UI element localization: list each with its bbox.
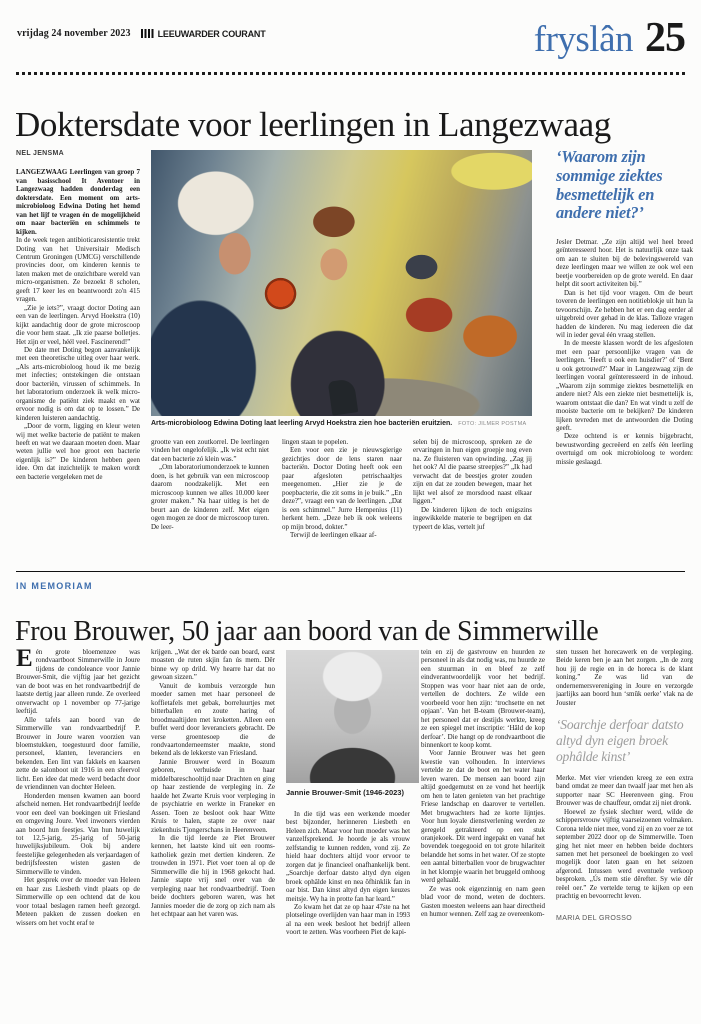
article2-column3-text	[286, 810, 410, 937]
article2-column4-text	[421, 648, 545, 919]
page-number: 25	[645, 15, 685, 61]
page-header-left	[17, 28, 266, 39]
body-paragraph: Merke. Met vier vrienden kreeg ze een extra band omdat ze meer dan twaalf jaar met hen als supporter naar SC Heerenveen ging. Frou Brouwer was de chauffeur, omdat zij niet dronk.	[556, 773, 693, 808]
article2-column2-text	[151, 648, 275, 919]
body-paragraph: Vanuit de kombuis verzorgde hun moeder samen met haar personeel de koffietafels met gebak, borreluurtjes met bitterballen en zoute haring of broodmaaltijden met kroketten. Alleen een buffet werd door leveranciers gebracht. De verse groentesoep die de rondvaartonderneemster maakte, stond bekend als de lekkerste van Friesland.	[151, 681, 275, 758]
body-paragraph: lingen staan te popelen.	[282, 438, 349, 446]
article1-column2	[151, 438, 269, 568]
body-paragraph: De date met Doting begon aanvankelijk met een theoretische uitleg over haar werk. „Als arts-microbioloog houd ik me bezig met infecties; ontstekingen die ontstaan door bacteriën, virussen of schimmels. In het laboratorium onderzoek ik welk micro-organisme de patiënt ziek maakt en wat ervoor nodig is om dat op te lossen.” De kinderen luisteren aandachtig.	[16, 345, 140, 422]
body-paragraph: In de week tegen antibioticaresistentie trekt Doting van het Universitair Medisch Centrum Groningen (UMCG) verschillende provincies door, om kinderen kennis te laten maken met de onzichtbare wereld van micro-organismen. Ze bezoekt 8 scholen, geeft 17 keer les en beantwoordt zo'n 415 vragen.	[16, 236, 140, 304]
article1-column5	[556, 238, 693, 564]
article2-headline: Frou Brouwer, 50 jaar aan boord van de Simmerwille	[15, 616, 599, 648]
body-paragraph: Alle tafels aan boord van de Simmerwille van rondvaartbedrijf P. Brouwer in Joure waren voorzien van bloemstukken, toegestuurd door familie, personeel, klanten, leveranciers en bekenden. Een lint van fakkels en kaarsen zette de salonboot uit 1916 in een sfeervol licht. Een idee dat mede werd bedacht door de vriendinnen van dochter Heleen.	[16, 715, 140, 792]
microscope-shape	[328, 378, 358, 415]
body-paragraph: sten tussen het horecawerk en de verpleging. Beide keren ben je aan het zorgen. „In de zorg hou jij de regie en in de horeca is de klant koning.” Ze was lid van de ondernemersvereniging in Joure en verzorgde jaarlijks aan boord hun ‘smûk oerke’ vlak na de Jouster	[556, 648, 693, 707]
article1-column1-text	[16, 236, 140, 481]
article1-byline: NEL JENSMA	[16, 150, 64, 157]
article2-column3	[286, 810, 410, 1002]
body-paragraph: „Om laboratoriumonderzoek te kunnen doen, is het gebruik van een microscoop daarom noodzakelijk. Met een microscoop kunnen we alles 10.000 keer groter maken.” Na haar uitleg is het de beurt aan de kinderen zelf. Met eigen ogen mogen ze door de microscoop turen. De leer-	[151, 463, 269, 531]
edition-date: vrijdag 24 november 2023	[17, 28, 131, 39]
masthead-title: LEEUWARDER COURANT	[157, 28, 266, 39]
body-paragraph: Deze ochtend is er kennis bijgebracht, bewustwording gecreëerd en zelfs één leerling overtuigd om ook microbioloog te worden: missie geslaagd.	[556, 432, 693, 466]
article1-column5-text	[556, 238, 693, 466]
section-name: fryslân	[533, 19, 633, 60]
article2-kicker: IN MEMORIAM	[16, 581, 93, 591]
article-divider-rule	[16, 571, 685, 572]
body-paragraph: selen bij de microscoop, spreken ze de ervaringen in hun eigen groepje nog even na. Ze fluisteren van opwinding. „Zag jij het ook? Al die paarse streepjes?” „Ik had verwacht dat de beestjes groter zouden zijn en dat ze zouden bewegen, maar het lijkt wel alsof ze morsdood naast elkaar liggen.”	[413, 438, 532, 506]
body-paragraph: Een voor een zie je nieuwsgierige gezichtjes door de lens staren naar bacteriën. Doctor Doting heeft ook een paar afgesloten petrischaaltjes meegenomen. „Hier zie je de poepbacterie, die zit soms in je buik.” „En deze?”, vraagt een van de leerlingen. „Dat is een schimmel.” Jurre Hempenius (11) herkent hem. „Deze heb ik ook weleens op mijn brood, dokter.”	[282, 446, 402, 531]
article2-column4	[421, 648, 545, 1000]
article2-photo-caption: Jannie Brouwer-Smit (1946-2023)	[286, 788, 404, 797]
body-paragraph: Ze was ook eigenzinnig en nam geen blad voor de mond, weten de dochters. Gasten moesten weleens aan haar directheid en humor wennen. Zelf zag ze overeenkom-	[421, 884, 545, 919]
body-paragraph: Voor Jannie Brouwer was het geen kwestie van volhouden. In interviews vertelde ze dat de boot en het water haar leven waren. De mensen aan boord zijn altijd goedgemutst en ze vond het heerlijk om hen te laten genieten van het prachtige Friese landschap en daarover te vertellen. Met brugwachters had ze korte lijntjes. Voor hun loyale dienstverlening werden ze geregeld getrakteerd op een stuk oranjekoek. Dit werd ingepakt en vanaf het bovendek toegegooid en tot grote hilariteit belandde het soms in het water. Of ze stopte een aantal bitterballen voor de brugwachter in het klompje waarin het bruggeld omhoog werd gehaald.	[421, 749, 545, 885]
body-paragraph: In die tijd was een werkende moeder best bijzonder, herinneren Liesbeth en Heleen zich. Maar voor hun moeder was het vanzelfsprekend. Je hoorde je als vrouw zelfstandig te kunnen redden, vond zij. Ze hield haar dochters altijd voor ervoor te zorgen dat je financieel onafhankelijk bent. „Soarchje derfoar datsto altyd dyn eigen broek ophâlde kinst en nea ôfhinklik fan in oar bist. Dan kinst altyd dyn eigen keuzes meitsje. Wy ha in protte fan har leard.”	[286, 810, 410, 903]
dotted-divider	[16, 72, 685, 75]
article1-headline: Doktersdate voor leerlingen in Langezwaag	[15, 105, 611, 145]
photo-credit: FOTO: JILMER POSTMA	[458, 421, 527, 427]
caption-text: Arts-microbioloog Edwina Doting laat leerling Arvyd Hoekstra zien hoe bacteriën eruitzien.	[151, 420, 453, 427]
article2-author: MARIA DEL GROSSO	[556, 914, 633, 922]
article1-photo-caption	[151, 420, 532, 427]
body-paragraph: „Zie je iets?”, vraagt doctor Doting aan een van de leerlingen. Arvyd Hoekstra (10) kijkt aandachtig door de grote microscoop die voor hem staat. „Ik zie paarse bolletjes. Het zijn er veel, héél veel. Fascinerend!”	[16, 303, 140, 346]
article2-photo	[286, 650, 419, 783]
article2-column1-text	[16, 716, 140, 927]
article2-column1	[16, 648, 140, 1000]
body-paragraph: In die tijd leerde ze Piet Brouwer kennen, het laatste kind uit een rooms-katholiek gezin met dertien kinderen. Ze trouwden in 1971. Piet voer toen al op de Simmerwille die hij in 1968 gekocht had. Jannie stapte vrij snel over van de verpleging naar het rondvaartbedrijf. Toen beide dochters geboren waren, was het Jannies moeder die de zorg op zich nam als het echtpaar aan het varen was.	[151, 833, 275, 919]
article1-pull-quote: ‘Waarom zijn sommige ziektes besmettelijk en andere niet?’	[556, 147, 663, 223]
body-paragraph: krijgen. „Wat der ek barde oan board, earst moasten de ruten skjin fan ús mem. Dêr binne wy op drild. Wy hearre har dat no gewoan sizzen.”	[151, 648, 275, 682]
body-paragraph: Jannie Brouwer werd in Boazum geboren, verhuisde in haar middelbareschooltijd naar Drachten en ging op haar zestiende de verpleging in. Ze haalde het Zwarte Kruis voor verpleging in de psychiatrie en werkte in Franeker en Assen. Toen ze besloot ook haar Witte Kruis te halen, stapte ze over naar ziekenhuis Tjongerschans in Heerenveen.	[151, 757, 275, 834]
drop-cap: E	[16, 648, 33, 672]
body-paragraph: Zo kwam het dat ze op haar 47ste na het plotselinge overlijden van haar man in 1993 al na een week besloot het bedrijf alleen voort te zetten. Was voorheen Piet de kapi-	[286, 902, 410, 937]
body-paragraph: De kinderen lijken de toch enigszins ingewikkelde materie te begrijpen en dat typeert de klas, vertelt juf	[413, 505, 532, 531]
article2-lead-paragraph	[16, 648, 140, 716]
body-paragraph: „Door de vorm, ligging en kleur weten wij met welke bacterie de patiënt te maken heeft en wat we daaraan moeten doen. Maar weten jullie wel hoe groot een bacterie eigenlijk is?” De kinderen hebben geen idee. Om dat inzichtelijk te maken wordt een bacterie vergeleken met de	[16, 422, 140, 481]
body-paragraph: Het gesprek over de moeder van Heleen en haar zus Liesbeth vindt plaats op de Simmerwille op een ochtend dat de kou voor totaal beslagen ramen heeft gezorgd. Meteen pakken de zussen doeken en wissers om het vocht eraf te	[16, 876, 140, 927]
article1-column4-text	[413, 438, 532, 531]
page-header-right	[534, 14, 685, 62]
article2-column5-text-a	[556, 648, 693, 707]
article1-intro: LANGEZWAAG Leerlingen van groep 7 van basisschool It Aventoer in Langezwaag hadden donderdag een doktersdate. Een moment om arts-microbioloog Edwina Doting het hemd van het lijf te vragen én de mogelijkheid om naar bacteriën en schimmels te kijken.	[16, 168, 140, 236]
article2-column2	[151, 648, 275, 1000]
article1-photo	[151, 150, 532, 416]
body-paragraph: Honderden mensen kwamen aan boord afscheid nemen. Het rondvaartbedrijf leefde voor een deel van boekingen uit Friesland en omgeving Joure. Veel inwoners vierden aan boord hun feestjes. Van hun huwelijk tot 12,5-jarig, 25-jarig of 50-jarig huwelijksjubileum. Ook bij andere feestelijke gelegenheden als verjaardagen of bedrijfsfeesten wisten gasten de Simmerwille te vinden.	[16, 791, 140, 876]
body-paragraph: Dan is het tijd voor vragen. Om de beurt toveren de leerlingen een notitieblokje uit hun la tevoorschijn. Ze hebben het er een dag eerder al uitgebreid over gehad in de klas. Talloze vragen hadden de kinderen. Nu mag iedereen die dat wil in ieder geval één vraag stellen.	[556, 288, 693, 339]
lead-text: én grote bloemenzee was rondvaartboot Simmerwille in Joure tijdens de condoleance voor Jannie Brouwer-Smit, die vijftig jaar het gezicht van de boot was en het rondvaartbedrijf de laatste dertig jaar alleen runde. Ze overleed onverwacht op 1 november op 77-jarige leeftijd.	[16, 648, 140, 716]
masthead-logo	[141, 29, 266, 39]
body-paragraph: In de meeste klassen wordt de les afgesloten met een paar persoonlijke vragen van de leerlingen. ‘Heeft u ook een huisdier?’ of ‘Bent u ook getrouwd?’ Maar in Langezwaag zijn de leerlingen vooral geïnteresseerd in de inhoud. „Waarom zijn sommige ziektes besmettelijk en andere niet? Als een ziekte niet besmettelijk is, waarom ontstaat die dan? En wat vindt u zelf de mooiste bacterie om te bekijken? De kinderen lijken tevreden met de antwoorden die Doting geeft.	[556, 339, 693, 432]
article1-column1	[16, 150, 140, 564]
masthead-bars-icon	[141, 29, 154, 38]
article1-column3-text	[282, 438, 402, 539]
article1-column4	[413, 438, 532, 568]
article1-column3	[282, 438, 402, 568]
article2-pull-quote: ‘Soarchje derfoar datsto altyd dyn eigen broek ophâlde kinst’	[556, 717, 684, 765]
body-paragraph: tein en zij de gastvrouw en huurden ze personeel in als dat nodig was, nu huurde ze een stuurman in en bleef ze zelf eindverantwoordelijk voor het bedrijf. Stoppen was voor haar niet aan de orde, vertellen de dochters. Ze wilde een voorbeeld voor hen zijn: ‘trochsette en net opjaan’. Van het B-team (Brouwer-team), het personeel dat er destijds werkte, kreeg ze een spiegel met inscriptie: ‘Hâld de kop derfoar’. Die hangt op de rondvaartboot die binnenkort te koop komt.	[421, 648, 545, 749]
body-paragraph: Jesler Detmar. „Ze zijn altijd wel heel breed geïnteresseerd hoor. Het is natuurlijk onze taak om aan te sluiten bij de belevingswereld van deze leerlingen maar we willen ze ook wel een beetje voorbereiden op de grote wereld. En daar helpt dit soort activiteiten bij.”	[556, 238, 693, 289]
body-paragraph: grootte van een zoutkorrel. De leerlingen vinden het ongelofelijk. „Ik wist echt niet dat een bacterie zó klein was.”	[151, 438, 269, 463]
article2-column5-text-b	[556, 774, 693, 901]
article1-column2-text	[151, 438, 269, 531]
body-paragraph: Hoewel ze fysiek slechter werd, wilde de schippersvrouw vijftig vaarseizoenen volmaken. Corona telde niet mee, vond zij en zo voer ze tot september 2022 door op de Simmerwille. Toen ging het niet meer en hebben beide dochters samen met het personeel de boekingen zo veel mogelijk door laten gaan en het seizoen afgerond. Intussen werd eventuele verkoop besproken. „Ús mem stie dêrefter. Sy wie dêr reëel oer.” Ze vertelde terug te kijken op een prachtig en bevoorrecht leven.	[556, 807, 693, 901]
body-paragraph: Terwijl de leerlingen elkaar af-	[290, 530, 377, 539]
article2-column5	[556, 648, 693, 1008]
